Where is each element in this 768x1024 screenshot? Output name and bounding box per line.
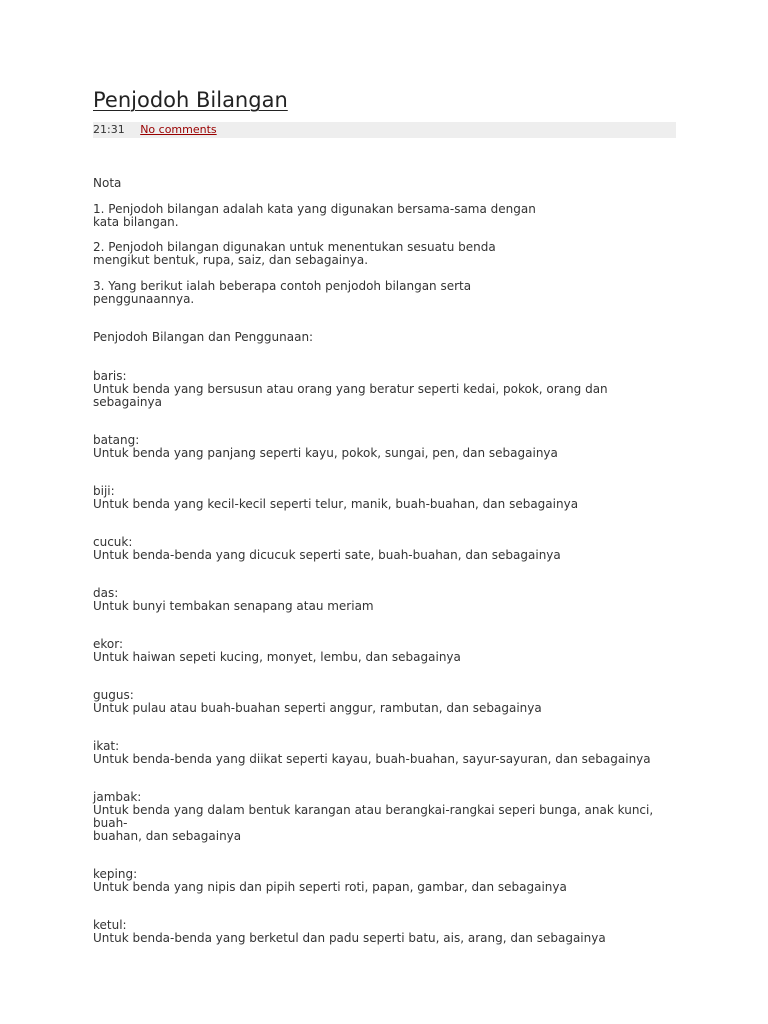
entry-term: keping:: [93, 867, 138, 881]
entry-description: Untuk benda yang nipis dan pipih seperti roti, papan, gambar, dan sebagainya: [93, 880, 567, 894]
entry-ketul: [93, 919, 676, 945]
entry-biji: [93, 485, 676, 511]
entry-term: ketul:: [93, 918, 127, 932]
post-meta-bar: [93, 122, 676, 138]
nota-item: [93, 241, 676, 267]
nota-item-line: 3. Yang berikut ialah beberapa contoh penjodoh bilangan serta: [93, 279, 472, 293]
entry-description: Untuk benda yang bersusun atau orang yang beratur seperti kedai, pokok, orang dan sebagainya: [93, 382, 608, 409]
entry-keping: [93, 868, 676, 894]
nota-item-line: mengikut bentuk, rupa, saiz, dan sebagainya.: [93, 253, 369, 267]
nota-label: Nota: [93, 176, 122, 190]
entry-term: batang:: [93, 433, 140, 447]
entry-term: baris:: [93, 369, 127, 383]
entry-ikat: [93, 740, 676, 766]
comments-link[interactable]: No comments: [140, 123, 217, 136]
entry-description: Untuk pulau atau buah-buahan seperti anggur, rambutan, dan sebagainya: [93, 701, 542, 715]
section-heading: Penjodoh Bilangan dan Penggunaan:: [93, 330, 314, 344]
nota-item: [93, 280, 676, 306]
post-timestamp: 21:31: [93, 123, 125, 136]
nota-item-line: penggunaannya.: [93, 292, 195, 306]
entry-baris: [93, 370, 676, 409]
nota-item-line: 2. Penjodoh bilangan digunakan untuk menentukan sesuatu benda: [93, 240, 496, 254]
entry-description: Untuk benda yang panjang seperti kayu, pokok, sungai, pen, dan sebagainya: [93, 446, 558, 460]
nota-item-line: kata bilangan.: [93, 215, 179, 229]
entry-term: das:: [93, 586, 119, 600]
post-body: [93, 176, 676, 945]
entry-description: buahan, dan sebagainya: [93, 829, 242, 843]
entry-cucuk: [93, 536, 676, 562]
entry-batang: [93, 434, 676, 460]
entry-description: Untuk haiwan sepeti kucing, monyet, lembu, dan sebagainya: [93, 650, 461, 664]
entry-description: Untuk benda-benda yang diikat seperti kayau, buah-buahan, sayur-sayuran, dan sebagainya: [93, 752, 651, 766]
entry-term: jambak:: [93, 790, 142, 804]
entry-term: gugus:: [93, 688, 134, 702]
entry-das: [93, 587, 676, 613]
entry-description: Untuk benda-benda yang berketul dan padu seperti batu, ais, arang, dan sebagainya: [93, 931, 606, 945]
entry-jambak: [93, 791, 676, 843]
entry-term: ikat:: [93, 739, 120, 753]
post-title[interactable]: Penjodoh Bilangan: [93, 88, 288, 112]
entry-term: cucuk:: [93, 535, 133, 549]
entry-term: biji:: [93, 484, 115, 498]
nota-item-line: 1. Penjodoh bilangan adalah kata yang digunakan bersama-sama dengan: [93, 202, 536, 216]
entry-term: ekor:: [93, 637, 124, 651]
entry-description: Untuk benda yang kecil-kecil seperti telur, manik, buah-buahan, dan sebagainya: [93, 497, 579, 511]
entry-gugus: [93, 689, 676, 715]
nota-item: [93, 203, 676, 229]
entry-description: Untuk benda yang dalam bentuk karangan atau berangkai-rangkai seperi bunga, anak kunci, buah-: [93, 803, 654, 830]
entry-description: Untuk bunyi tembakan senapang atau meriam: [93, 599, 374, 613]
entry-description: Untuk benda-benda yang dicucuk seperti sate, buah-buahan, dan sebagainya: [93, 548, 561, 562]
entry-ekor: [93, 638, 676, 664]
